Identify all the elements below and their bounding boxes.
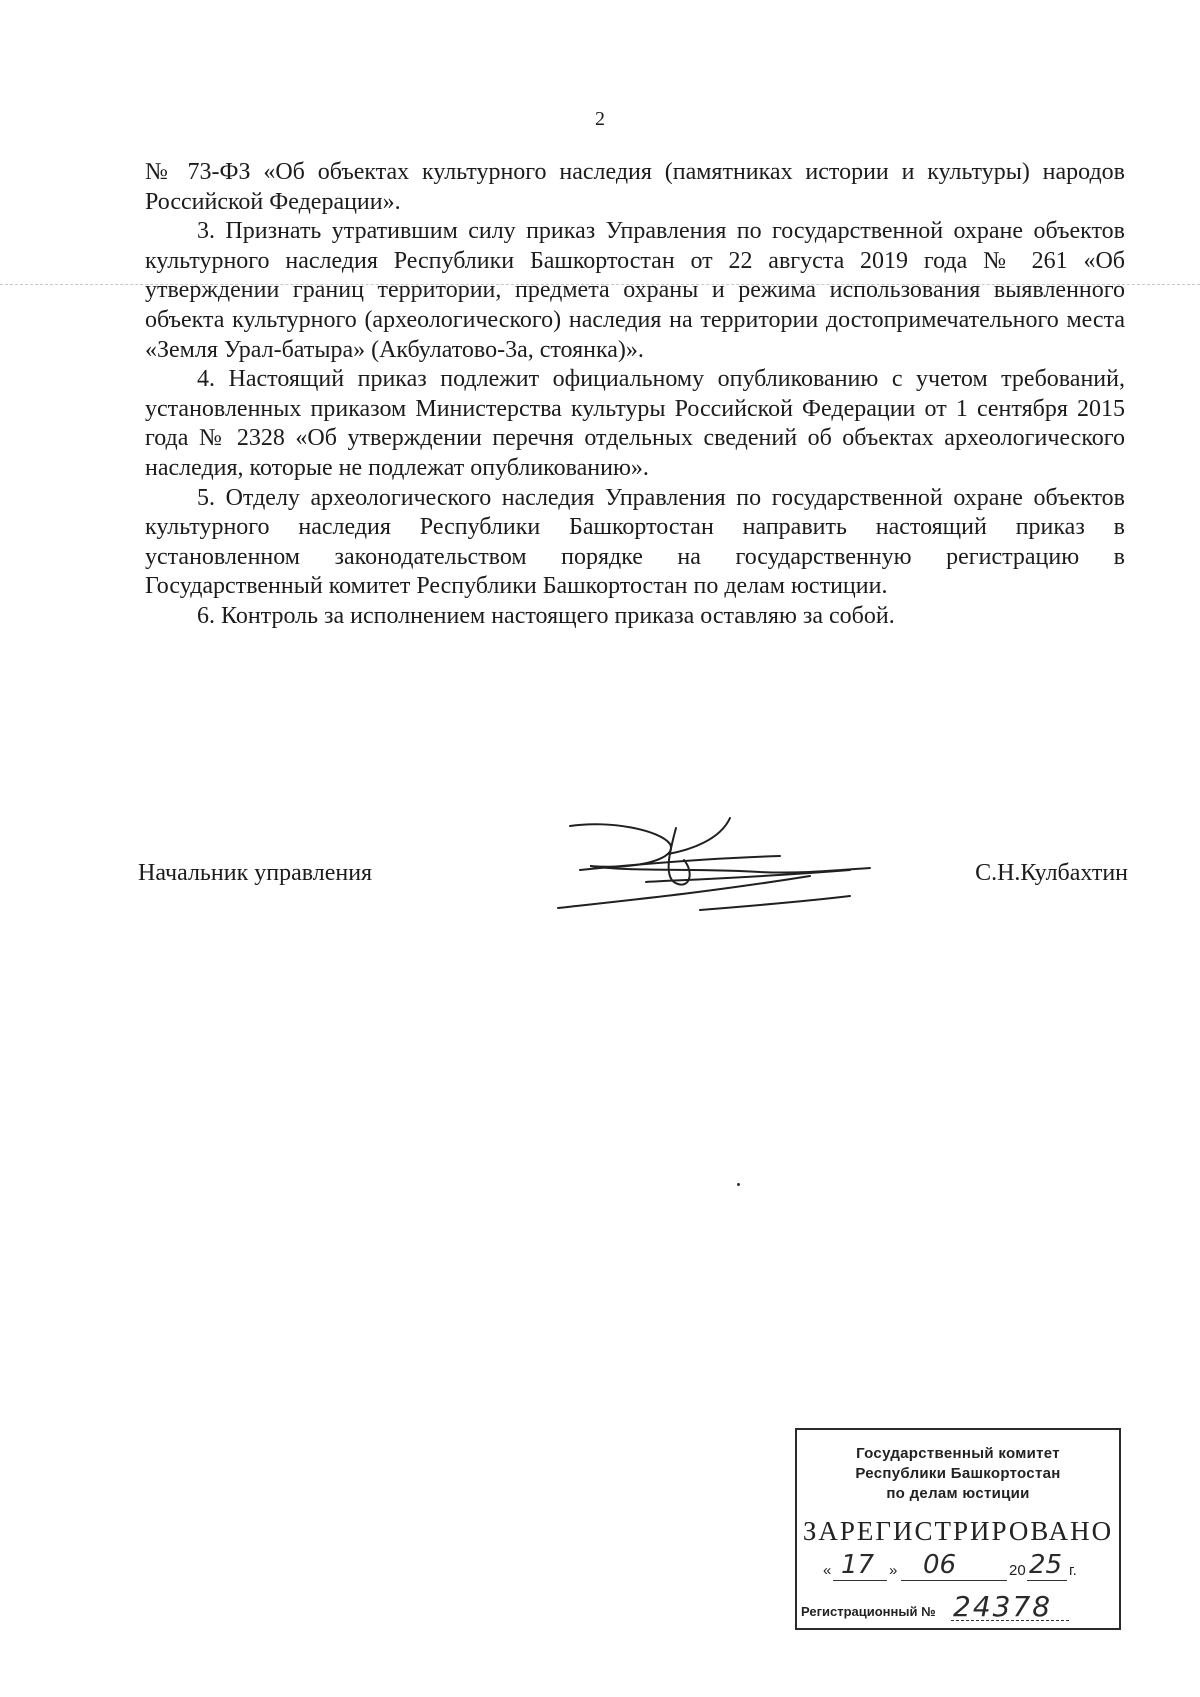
stamp-quote-close: » [889, 1562, 898, 1579]
paragraph-item-3: 3. Признать утратившим силу приказ Управления по государственной охране объектов культурного наследия Республики Башкортостан от 22 августа 2019 года № 261 «Об утверждении границ территории, предмета охраны и режима использования выявленного объекта культурного (археологического) наследия на территории достопримечательного места «Земля Урал-батыра» (Акбулатово-3а, стоянка)». [145, 218, 1125, 363]
signatory-title: Начальник управления [138, 860, 373, 886]
paragraph-continuation: № 73-ФЗ «Об объектах культурного наследия (памятниках истории и культуры) народов Российской Федерации». [145, 159, 1125, 215]
paragraph-item-6: 6. Контроль за исполнением настоящего приказа оставляю за собой. [197, 602, 895, 629]
paragraph-item-5: 5. Отделу археологического наследия Управления по государственной охране объектов культурного наследия Республики Башкортостан направить настоящий приказ в установленном законодательством порядке на государственную регистрацию в Государственный комитет Республики Башкортостан по делам юстиции. [145, 484, 1125, 600]
stamp-org-line: Государственный комитет [856, 1445, 1060, 1462]
stamp-day: 17 [841, 1550, 875, 1580]
stamp-month: 06 [923, 1550, 957, 1580]
stamp-year-prefix: 20 [1009, 1562, 1026, 1579]
stamp-date [823, 1550, 1103, 1584]
stamp-status: ЗАРЕГИСТРИРОВАНО [802, 1516, 1114, 1546]
document-body [145, 158, 1125, 632]
paragraph-item-4: 4. Настоящий приказ подлежит официальному опубликованию с учетом требований, установленных приказом Министерства культуры Российской Федерации от 1 сентября 2015 года № 2328 «Об утверждении перечня отдельных сведений об объектах археологического наследия, которые не подлежат опубликованию». [145, 366, 1125, 481]
stamp-year-unit: г. [1069, 1562, 1077, 1579]
stamp-year-underline [1027, 1580, 1067, 1581]
stamp-year: 25 [1029, 1550, 1063, 1580]
stamp-registration [801, 1592, 1111, 1622]
stamp-quote-open: « [823, 1562, 832, 1579]
stamp-org-line: по делам юстиции [886, 1485, 1030, 1502]
registration-stamp [795, 1428, 1121, 1630]
stamp-org-line: Республики Башкортостан [855, 1465, 1061, 1482]
stamp-reg-label: Регистрационный № [801, 1604, 936, 1619]
stamp-reg-number: 24378 [953, 1590, 1053, 1623]
stamp-month-underline [901, 1580, 1007, 1581]
page-number: 2 [595, 108, 605, 130]
stamp-organization [797, 1444, 1119, 1504]
stamp-day-underline [833, 1580, 887, 1581]
scan-dot [737, 1183, 740, 1186]
signature-block [138, 860, 1128, 900]
stamp-reg-underline [951, 1620, 1069, 1621]
signatory-name: С.Н.Кулбахтин [975, 860, 1128, 886]
